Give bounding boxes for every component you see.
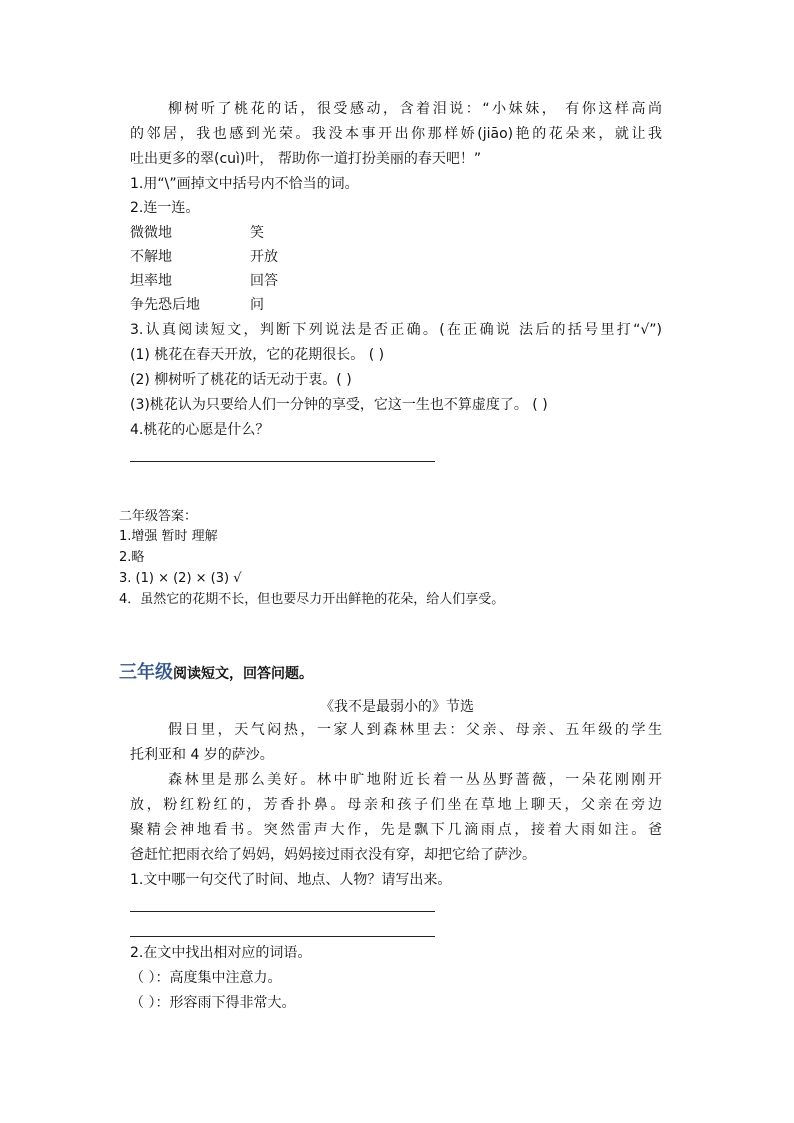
match-left-item: 坦率地 (130, 273, 172, 289)
answer-item: 4．虽然它的花期不长，但也要尽力开出鲜艳的花朵，给人们享受。 (119, 592, 505, 607)
passage-line: 假日里，天气闷热，一家人到森林里去：父亲、母亲、五年级的学生 (168, 722, 662, 738)
match-right-item: 问 (250, 297, 264, 313)
passage-line: 爸赶忙把雨衣给了妈妈，妈妈接过雨衣没有穿，却把它给了萨沙。 (130, 847, 536, 863)
answer-line[interactable] (130, 936, 435, 937)
grade-label: 三年级 (119, 662, 173, 683)
answer-item: 1.增强 暂时 理解 (119, 529, 218, 544)
passage-line: 聚精会神地看书。突然雷声大作，先是飘下几滴雨点，接着大雨如注。爸 (130, 822, 662, 838)
passage-line: 森林里是那么美好。林中旷地附近长着一丛丛野蔷薇，一朵花刚刚开 (168, 772, 662, 788)
judge-item: (1) 桃花在春天开放，它的花期很长。 ( ) (130, 347, 385, 363)
answer-item: 2.略 (119, 550, 145, 565)
match-left-item: 微微地 (130, 225, 172, 241)
question-2-title: 2.连一连。 (130, 200, 200, 216)
answer-item: 3. (1) × (2) × (3) √ (119, 571, 242, 586)
answers-title: 二年级答案： (119, 509, 198, 524)
match-right-item: 开放 (250, 249, 278, 265)
passage-line: 柳树听了桃花的话，很受感动，含着泪说：“小妹妹， 有你这样高尚 (168, 101, 662, 117)
answer-line[interactable] (130, 911, 435, 912)
question-1: 1.用“\”画掉文中括号内不恰当的词。 (130, 176, 359, 192)
question-2: 2.在文中找出相对应的词语。 (130, 945, 312, 961)
passage-line: 放，粉红粉红的，芳香扑鼻。母亲和孩子们坐在草地上聊天，父亲在旁边 (130, 797, 662, 813)
match-left-item: 不解地 (130, 249, 172, 265)
fill-in-item: （ ）：高度集中注意力。 (130, 970, 282, 986)
match-left-item: 争先恐后地 (130, 297, 200, 313)
match-right-item: 回答 (250, 273, 278, 289)
judge-item: (2) 柳树听了桃花的话无动于衷。( ) (130, 372, 352, 388)
answer-line[interactable] (130, 461, 435, 462)
section-instruction: 阅读短文，回答问题。 (173, 666, 313, 682)
section-heading (119, 660, 313, 687)
passage-line: 的邻居，我也感到光荣。我没本事开出你那样娇(jiāo)艳的花朵来，就让我 (130, 126, 662, 142)
question-1: 1.文中哪一句交代了时间、地点、人物？请写出来。 (130, 872, 452, 888)
judge-item: (3)桃花认为只要给人们一分钟的享受，它这一生也不算虚度了。 ( ) (130, 397, 548, 413)
question-3-title: 3.认真阅读短文，判断下列说法是否正确。(在正确说 法后的括号里打“√”) (130, 322, 662, 338)
match-right-item: 笑 (250, 225, 264, 241)
fill-in-item: （ ）：形容雨下得非常大。 (130, 995, 296, 1011)
passage-line: 托利亚和 4 岁的萨沙。 (130, 747, 274, 763)
passage-line: 吐出更多的翠(cuì)叶， 帮助你一道打扮美丽的春天吧！” (130, 151, 482, 167)
question-4: 4.桃花的心愿是什么？ (130, 422, 270, 438)
passage-subtitle: 《我不是最弱小的》节选 (320, 699, 474, 715)
